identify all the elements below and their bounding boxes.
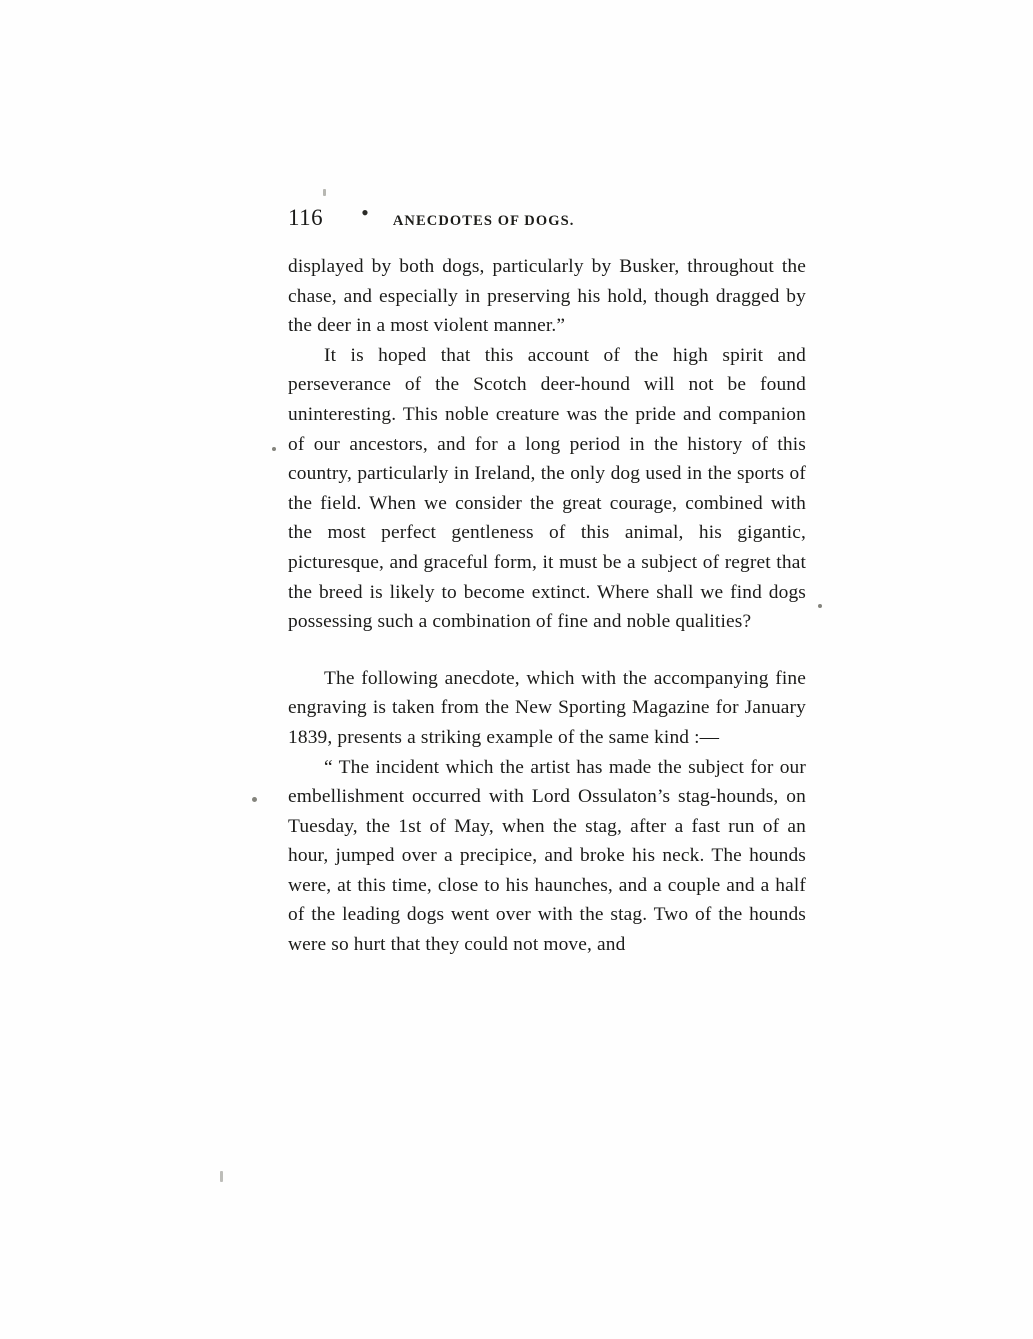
paragraph: It is hoped that this account of the high spirit and perseverance of the Scotch deer-hound will not be found uninteresting. This noble creature was the pride and companion of our ancestors, and for a long period in the history of this country, particularly in Ireland, the only dog used in the sports of the field. When we consider the great courage, combined with the most perfect gentleness of this animal, his gigantic, picturesque, and graceful form, it must be a subject of regret that the breed is likely to become extinct. Where shall we find dogs possessing such a combination of fine and noble qualities? bbox=[288, 344, 806, 633]
scan-speck bbox=[272, 447, 276, 451]
running-title: ANECDOTES OF DOGS. bbox=[392, 213, 575, 229]
body-text bbox=[288, 252, 806, 960]
paragraph: displayed by both dogs, particularly by Busker, throughout the chase, and especially in preserving his hold, though dragged by the deer in a most violent manner.” bbox=[288, 256, 806, 337]
header-dot-mark: • bbox=[361, 200, 369, 225]
paragraph: The following anecdote, which with the accompanying fine engraving is taken from the New Sporting Magazine for January 1839, presents a striking example of the same kind :— bbox=[288, 667, 806, 748]
scan-speck bbox=[323, 189, 326, 196]
page-number: 116 bbox=[288, 205, 324, 230]
scan-speck bbox=[252, 797, 257, 802]
running-head bbox=[288, 200, 808, 231]
paragraph: “ The incident which the artist has made the subject for our embellishment occurred with Lord Ossulaton’s stag-hounds, on Tuesday, the 1st of May, when the stag, after a fast run of an hour, jumped over a precipice, and broke his neck. The hounds were, at this time, close to his haunches, and a couple and a half of the leading dogs went over with the stag. Two of the hounds were so hurt that they could not move, and bbox=[288, 756, 806, 956]
scan-speck bbox=[818, 604, 822, 608]
scan-speck bbox=[220, 1171, 223, 1182]
